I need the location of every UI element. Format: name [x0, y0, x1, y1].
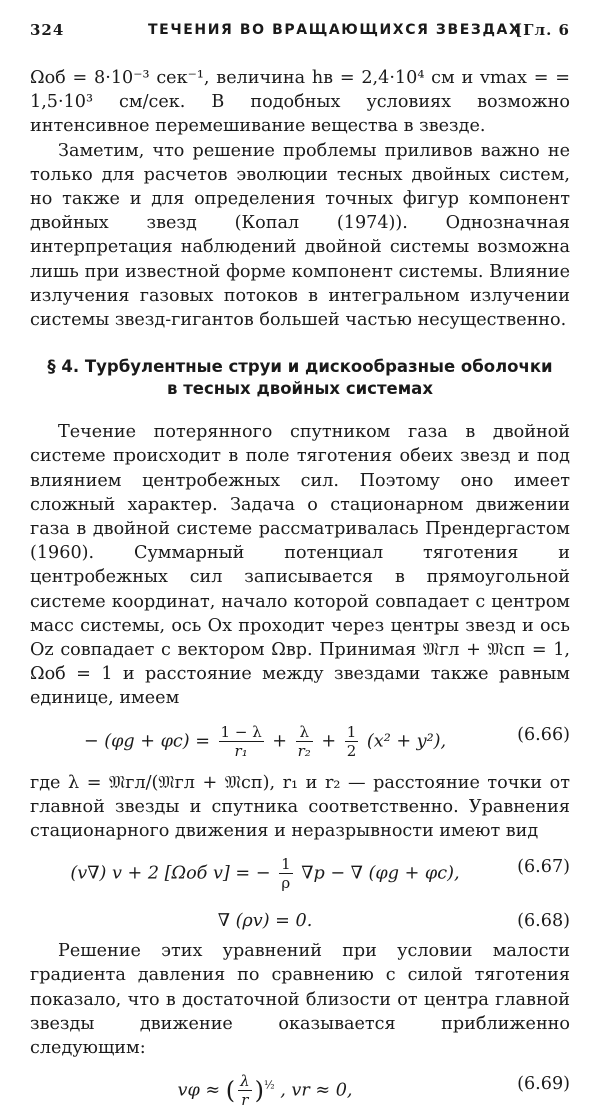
equation-6-66	[30, 717, 570, 765]
eq-6-67-frac-num: 1	[281, 855, 291, 874]
eq-6-66-fraction-1	[219, 723, 264, 760]
eq-6-69-open-paren: (	[225, 1076, 236, 1105]
eq-6-69-close-paren: )	[254, 1076, 264, 1105]
equation-6-68-body	[30, 909, 500, 933]
section-heading-line-1: § 4. Турбулентные струи и дискообразные оболочки	[47, 357, 553, 377]
section-heading	[30, 356, 570, 400]
eq-6-66-lhs: − (φg + φc) =	[83, 731, 210, 752]
eq-6-66-plus-1: +	[272, 731, 288, 752]
eq-6-67-frac-den: ρ	[281, 874, 291, 893]
equation-number-6-69: (6.69)	[517, 1074, 570, 1095]
eq-6-68-text: ∇ (ρv) = 0.	[217, 911, 313, 932]
paragraph-continuation: Ωоб = 8·10⁻³ сек⁻¹, величина hв = 2,4·10⁴ см и vmax = = 1,5·10³ см/сек. В подобных условиях возможно интенсивное перемешивание вещества в звезде.	[30, 68, 570, 137]
chapter-reference: [Гл. 6	[515, 21, 570, 39]
eq-6-66-frac1-den: r₁	[234, 741, 248, 760]
running-head-title: ТЕЧЕНИЯ ВО ВРАЩАЮЩИХСЯ ЗВЕЗДАХ	[148, 22, 522, 38]
eq-6-66-frac1-num: 1 − λ	[220, 722, 262, 741]
eq-6-69-power: ½	[263, 1078, 275, 1092]
eq-6-67-lhs: (v∇) v + 2 [Ωоб v] = −	[70, 863, 271, 884]
equation-number-6-67: (6.67)	[517, 857, 570, 878]
equation-6-69-body	[30, 1072, 500, 1109]
paragraph-solution: Решение этих уравнений при условии малости градиента давления по сравнению с силой тяготения показало, что в достаточной близости от центра главной звезды движение оказывается приближенно следующим:	[30, 941, 570, 1059]
eq-6-69-tail: , vr ≈ 0,	[280, 1080, 353, 1101]
eq-6-66-frac3-num: 1	[346, 722, 357, 741]
eq-6-69-lhs: vφ ≈	[177, 1080, 221, 1101]
eq-6-66-frac2-num: λ	[296, 723, 313, 742]
equation-6-67	[30, 849, 570, 897]
equation-number-6-68: (6.68)	[517, 911, 570, 932]
eq-6-67-tail: ∇p − ∇ (φg + φc),	[301, 863, 460, 884]
eq-6-66-frac3-den: 2	[346, 741, 357, 760]
equation-6-66-body	[30, 723, 500, 760]
eq-6-69-frac-den: r	[241, 1091, 249, 1110]
equation-6-68	[30, 903, 570, 933]
page-number: 324	[30, 21, 65, 39]
eq-6-67-fraction	[279, 855, 293, 892]
equation-number-6-66: (6.66)	[517, 724, 570, 745]
equation-6-69	[30, 1066, 570, 1114]
page-body	[30, 66, 570, 1120]
eq-6-66-plus-2: +	[321, 731, 337, 752]
eq-6-66-fraction-3	[345, 723, 359, 760]
paragraph-where-lambda: где λ = 𝔐гл/(𝔐гл + 𝔐сп), r₁ и r₂ — расстояние точки от главной звезды и спутника соответственно. Уравнения стационарного движения и неразрывности имеют вид	[30, 772, 570, 842]
eq-6-66-frac2-den: r₂	[297, 741, 311, 760]
eq-6-69-fraction	[238, 1072, 252, 1109]
eq-6-66-tail: (x² + y²),	[366, 731, 447, 752]
section-heading-line-2: в тесных двойных системах	[167, 379, 433, 399]
equation-6-67-body	[30, 855, 500, 892]
paragraph-tides: Заметим, что решение проблемы приливов важно не только для расчетов эволюции тесных двойных систем, но также и для определения точных фигур компонент двойных звезд (Копал (1974)). Однозначная интерпретация наблюдений двойной системы возможна лишь при известной форме компонент системы. Влияние излучения газовых потоков в интегральном излучении системы звезд-гигантов большей частью несущественно.	[30, 140, 570, 331]
eq-6-69-frac-num: λ	[240, 1072, 250, 1091]
running-head	[30, 10, 570, 38]
paragraph-gas-flow: Течение потерянного спутником газа в двойной системе происходит в поле тяготения обеих звезд и под влиянием центробежных сил. Поэтому оно имеет сложный характер. Задача о стационарном движении газа в двойной системе рассматривалась Прендергастом (1960). Суммарный потенциал тяготения и центробежных сил записывается в прямоугольной системе координат, начало которой совпадает с центром масс системы, ось Ox проходит через центры звезд и ось Oz совпадает с вектором Ωвр. Принимая 𝔐гл + 𝔐сп = 1, Ωоб = 1 и расстояние между звездами также равным единице, имеем	[30, 422, 570, 709]
eq-6-66-fraction-2	[296, 723, 313, 760]
